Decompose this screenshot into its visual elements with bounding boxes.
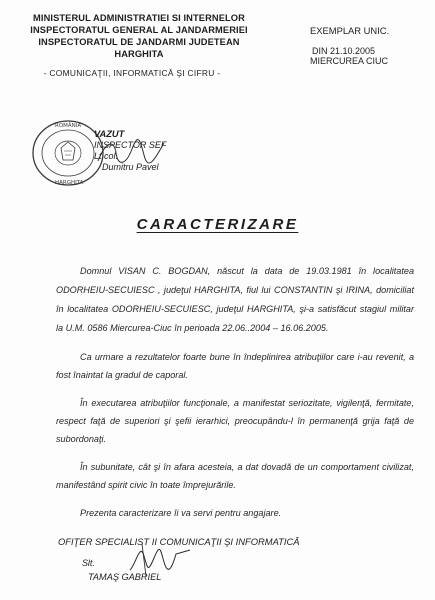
paragraph-3-text: În executarea atribuţiilor funcţionale, a manifestat seriozitate, vigilenţă, fermitate, respect faţă de superiori şi şefii ierarhici, preocupându-l în permanenţă grija faţă de subordonaţi. xyxy=(56,398,414,444)
paragraph-4-text: În subunitate, cât şi în afara acesteia, a dat dovadă de un comportament civilizat, manifestând spirit civic în toate împrejurările. xyxy=(56,462,414,490)
paragraph-3 xyxy=(56,394,414,448)
signatory-rank: Slt. xyxy=(82,558,95,568)
copy-note: EXEMPLAR UNIC. xyxy=(310,25,390,36)
paragraph-1-text: Domnul VISAN C. BOGDAN, născut la data de 19.03.1981 în localitatea ODORHEIU-SECUIESC , judeţul HARGHITA, fiul lui CONSTANTIN şi IRINA, domiciliat în localitatea ODORHEIU-SECUIESC, judeţul HARGHITA, şi-a satisfăcut stagiul militar la U.M. 0586 Miercurea-Ciuc în perioada 22.06..2004 – 16.06.2005. xyxy=(56,266,414,333)
paragraph-2-text: Ca urmare a rezultatelor foarte bune în îndeplinirea atribuţiilor care i-au revenit, a fost înaintat la gradul de caporal. xyxy=(56,352,414,380)
approval-name: Dumitru Pavel xyxy=(102,162,159,172)
document-place: MIERCUREA CIUC xyxy=(310,56,389,66)
paragraph-1 xyxy=(56,262,414,338)
institution-line-2: INSPECTORATUL GENERAL AL JANDARMERIEI xyxy=(30,25,248,35)
paragraph-5 xyxy=(56,504,414,522)
paragraph-5-text: Prezenta caracterizare îi va servi pentru angajare. xyxy=(80,508,282,518)
institution-line-3: INSPECTORATUL DE JANDARMI JUDETEAN HARGHITA xyxy=(38,37,240,59)
department-line: - COMUNICAŢII, INFORMATICĂ ŞI CIFRU - xyxy=(43,68,221,78)
institution-header xyxy=(14,12,264,60)
approver-signature xyxy=(96,131,166,171)
paragraph-2 xyxy=(56,348,414,384)
svg-text:HARGHITA: HARGHITA xyxy=(55,180,84,186)
document-meta xyxy=(310,26,420,67)
paragraph-4 xyxy=(56,458,414,494)
signatory-position: OFIŢER SPECIALIST II COMUNICAŢII ŞI INFORMATICĂ xyxy=(58,536,300,547)
approval-block xyxy=(30,118,180,193)
approval-seen-label: VAZUT xyxy=(94,129,125,139)
document-body xyxy=(56,262,414,532)
document-date: DIN 21.10.2005 xyxy=(312,45,376,56)
document-title: CARACTERIZARE xyxy=(136,216,299,233)
signatory-name: TAMAŞ GABRIEL xyxy=(88,572,162,582)
svg-text:ROMÂNIA: ROMÂNIA xyxy=(55,123,82,129)
signatory-signature xyxy=(126,536,194,578)
approval-rank: Lt.col. xyxy=(94,151,119,161)
approval-role: INSPECTOR SEF xyxy=(94,140,167,150)
institution-line-1: MINISTERUL ADMINISTRATIEI SI INTERNELOR xyxy=(33,13,245,23)
signature-block xyxy=(58,536,378,582)
